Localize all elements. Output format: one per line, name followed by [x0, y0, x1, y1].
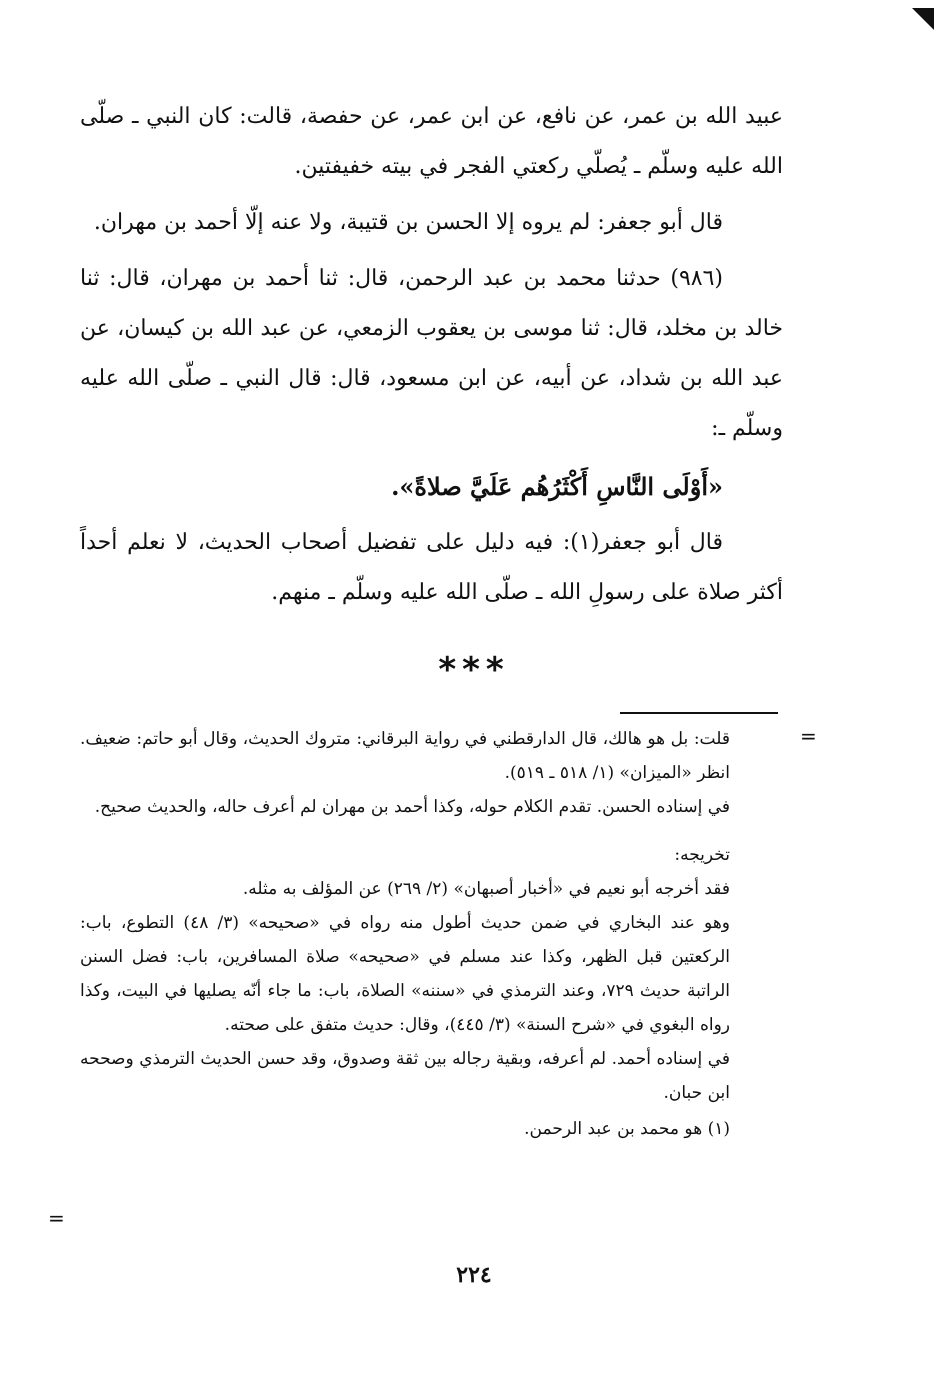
footnote-line-4: وهو عند البخاري في ضمن حديث أطول منه رواه في «صحيحه» (٣/ ٤٨) التطوع، باب: الركعتين قبل الظهر، وكذا عند مسلم في «صحيحه» صلاة المسافرين، باب: فضل السنن الراتبة حديث ٧٢٩، وعند الترمذي في «سننه» الصلاة، باب: ما جاء أنّه يصليها في البيت، وكذا رواه البغوي في «شرح السنة» (٣/ ٤٤٥)، وقال: حديث متفق على صحته. — [80, 913, 730, 1035]
footnote-line-5: في إسناده أحمد. لم أعرفه، وبقية رجاله بين ثقة وصدوق، وقد حسن الحديث الترمذي وصححه ابن حبان. — [80, 1049, 730, 1103]
continuation-mark-bottom: = — [48, 1206, 65, 1230]
page-number: ٢٢٤ — [456, 1262, 492, 1288]
footnote-line-1: قلت: بل هو هالك، قال الدارقطني في رواية البرقاني: متروك الحديث، وقال أبو حاتم: ضعيف. انظر «الميزان» (١/ ٥١٨ ـ ٥١٩). — [80, 729, 730, 783]
hadith-quote: «أَوْلَى النَّاسِ أَكْثَرُهُم عَلَيَّ صلاةً». — [391, 472, 723, 501]
footnote-line-2: في إسناده الحسن. تقدم الكلام حوله، وكذا أحمد بن مهران لم أعرف حاله، والحديث صحيح. — [94, 797, 730, 817]
footnote-rule — [620, 712, 778, 714]
hadith-986: (٩٨٦) حدثنا محمد بن عبد الرحمن، قال: ثنا أحمد بن مهران، قال: ثنا خالد بن مخلد، قال: ثنا موسى بن يعقوب الزمعي، عن عبد الله بن كيسان، عن عبد الله بن شداد، عن أبيه، عن ابن مسعود، قال: قال النبي ـ صلّى الله عليه وسلّم ـ: — [80, 266, 783, 441]
footnotes — [80, 722, 730, 1146]
paragraph-2: قال أبو جعفر: لم يروه إلا الحسن بن قتيبة، ولا عنه إلّا أحمد بن مهران. — [93, 210, 723, 235]
paragraph-4: قال أبو جعفر(١): فيه دليل على تفضيل أصحاب الحديث، لا نعلم أحداً أكثر صلاة على رسولِ الله ـ صلّى الله عليه وسلّم ـ منهم. — [80, 530, 783, 605]
footnote-1: (١) هو محمد بن عبد الرحمن. — [524, 1119, 730, 1139]
continuation-mark-top: = — [800, 724, 817, 748]
main-text — [80, 92, 783, 618]
section-separator: *** — [438, 650, 510, 690]
footnote-line-3: فقد أخرجه أبو نعيم في «أخبار أصبهان» (٢/ ٢٦٩) عن المؤلف به مثله. — [242, 879, 730, 899]
corner-marker — [912, 8, 934, 30]
takhrij-label: تخريجه: — [674, 845, 730, 865]
paragraph-1: عبيد الله بن عمر، عن نافع، عن ابن عمر، عن حفصة، قالت: كان النبي ـ صلّى الله عليه وسلّم ـ يُصلّي ركعتي الفجر في بيته خفيفتين. — [80, 104, 783, 179]
